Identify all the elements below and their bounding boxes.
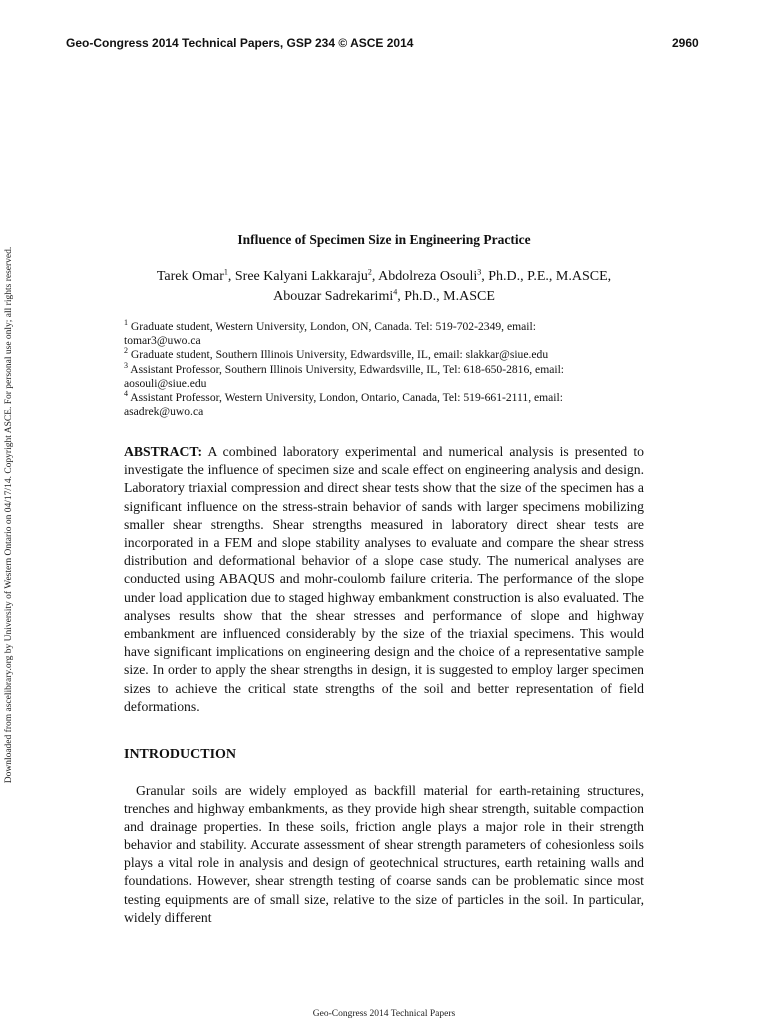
abstract-label: ABSTRACT: (124, 444, 203, 459)
author-name: Sree Kalyani Lakkaraju (234, 269, 368, 284)
page-number: 2960 (672, 36, 699, 50)
author-line-1: Tarek Omar$^1$, Sree Kalyani Lakkaraju$^2$, Abdolreza Osouli$^3$, Ph.D., P.E., M.ASCE, (156, 267, 612, 284)
author-affil-mark: 2 (367, 267, 372, 277)
author-line-2: Abouzar Sadrekarimi$^4$, Ph.D., M.ASCE (273, 287, 495, 304)
running-header: Geo-Congress 2014 Technical Papers, GSP 234 © ASCE 2014 (66, 36, 414, 50)
introduction-paragraph: Granular soils are widely employed as backfill material for earth-retaining structures, trenches and highway embankments, as they provide high shear strength, suitable compaction and drainage properties. In these soils, friction angle plays a major role in their strength behavior and stability. Accurate assessment of shear strength parameters of cohesionless soils plays a vital role in analysis and design of geotechnical structures, earth retaining walls and foundations. However, shear strength testing of coarse sands can be problematic since most testing equipments are of small size, relative to the size of particles in the soil. In particular, widely different (124, 783, 644, 925)
download-notice: Downloaded from ascelibrary.org by University of Western Ontario on 04/17/14. Copyright ASCE. For personal use only; all rights reserved. (4, 246, 14, 784)
author-affil-mark: 3 (477, 267, 482, 277)
abstract-text: A combined laboratory experimental and numerical analysis is presented to investigate the influence of specimen size and scale effect on engineering analysis and design. Laboratory triaxial compression and direct shear tests show that the size of the specimen has a significant influence on the stress-strain behavior of sands with larger specimens mobilizing smaller shear strengths. Shear strengths measured in laboratory direct shear tests are incorporated in a FEM and slope stability analyses to evaluate and compare the shear stress distribution and deformational behavior of a slope case study. The numerical analyses are conducted using ABAQUS and mohr-coulomb failure criteria. The performance of the slope under load application due to staged highway embankment construction is also evaluated. The analyses results show that the shear stresses and performance of slope and highway embankment are influenced considerably by the size of the triaxial specimens. This would have significant implications on engineering design and the choice of a representative sample size. In order to apply the shear strengths in design, it is suggested to employ larger specimen sizes to achieve the critical state strengths of the soil and better representation of field deformations. (124, 444, 644, 714)
introduction-heading: INTRODUCTION (124, 747, 237, 762)
affiliation-4: $^4$ Assistant Professor, Western University, London, Ontario, Canada, Tel: 519-661-2111, email: asadrek@uwo.ca (124, 389, 563, 419)
author-affil-mark: 1 (223, 267, 228, 277)
affiliation-1: $^1$ Graduate student, Western University, London, ON, Canada. Tel: 519-702-2349, email: tomar3@uwo.ca (124, 318, 536, 348)
author-list (124, 267, 644, 307)
affiliations (124, 320, 624, 419)
author-name: Abdolreza Osouli (378, 269, 478, 284)
affiliation-3: $^3$ Assistant Professor, Southern Illinois University, Edwardsville, IL, Tel: 618-650-2816, email: aosouli@siue.edu (124, 360, 565, 390)
abstract-paragraph (124, 443, 644, 716)
author-name: Tarek Omar (156, 269, 224, 284)
author-name: Abouzar Sadrekarimi (273, 289, 394, 304)
page-footer: Geo-Congress 2014 Technical Papers (312, 1009, 456, 1019)
author-affil-mark: 4 (393, 287, 398, 297)
paper-title: Influence of Specimen Size in Engineering Practice (237, 232, 531, 247)
affiliation-2: $^2$ Graduate student, Southern Illinois University, Edwardsville, IL, email: slakkar@siue.edu (124, 346, 549, 362)
